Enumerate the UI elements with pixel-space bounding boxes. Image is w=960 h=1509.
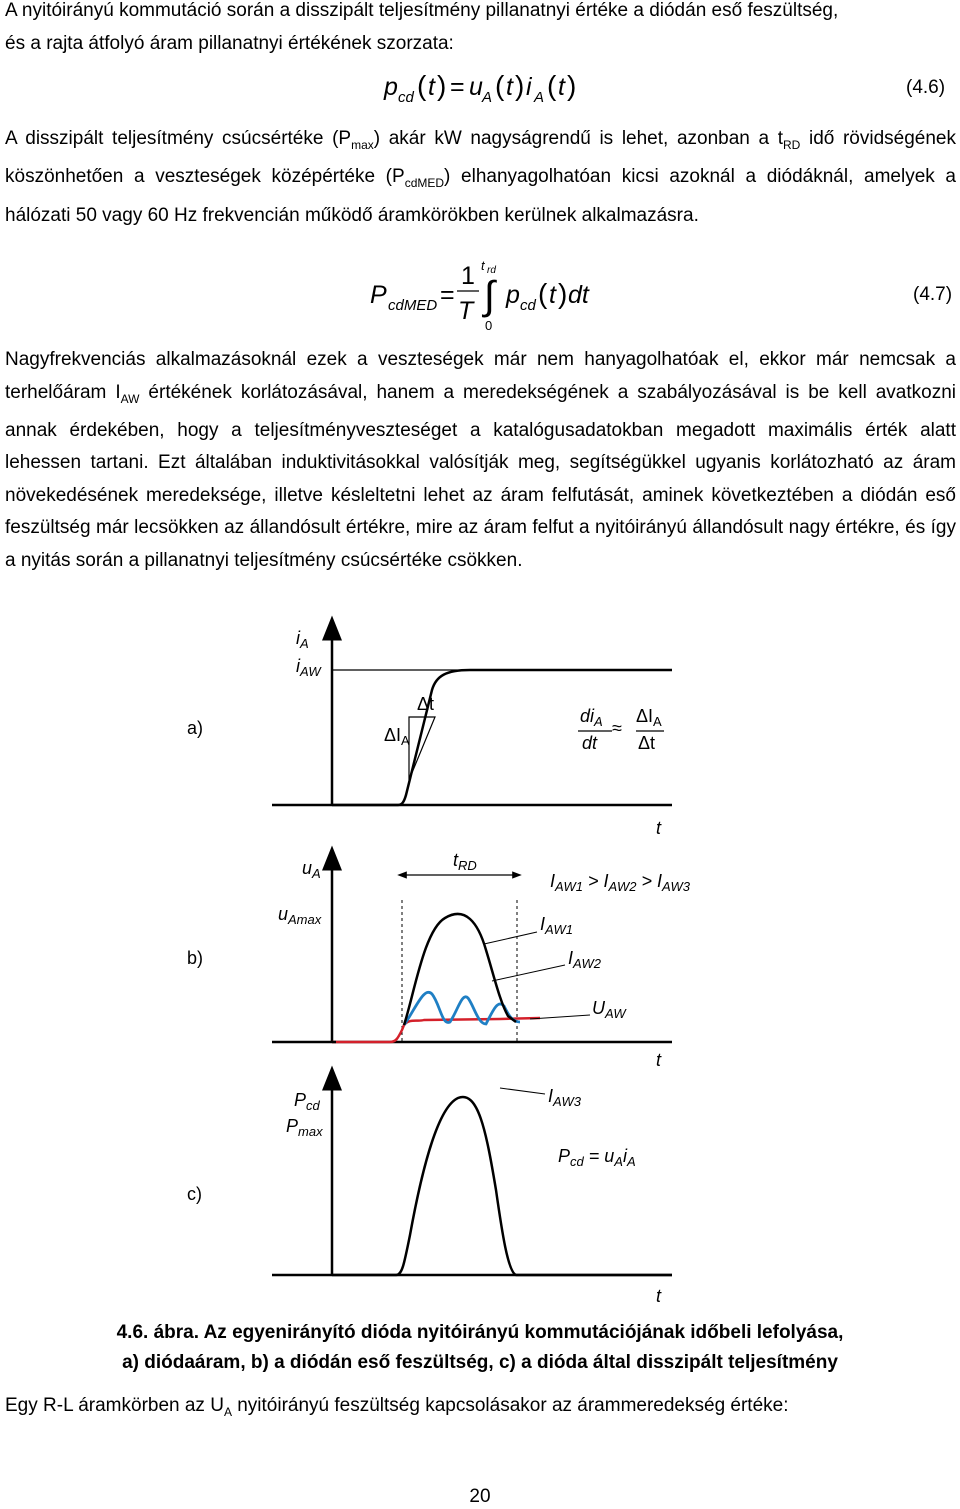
paragraph-3: Nagyfrekvenciás alkalmazásoknál ezek a veszteségek már nem hanyagolhatóak el, ekkor már nemcsak a terhelőáram $I_{AW}$ értékének korlátozásával, hanem a meredekségének a szabályozásával is be kell avatkozni annak érdekében, hogy a teljesítményveszteséget a katalógusadatokban megadott maximális érték alatt lehessen tartani. Ezt általában induktivitásokkal valósítják meg, segítségükkel ugyanis korlátozható az áram növekedésének meredeksége, illetve késleltetni lehet az áram felfutását, aminek következtében a diódán eső feszültség már lecsökken az állandósult értékre, mire az áram felfut a nyitóirányú állandósult nagy értékre, és így a nyitás során a pillanatnyi teljesítmény csúcsértéke csökken. [5,349,956,571]
panel-c-pcd-label: $P_{cd}$ [294,1090,320,1113]
svg-text:p: p [384,73,398,101]
svg-text:): ) [437,70,447,101]
svg-text:): ) [515,70,525,101]
panel-b-ordering: $I_{AW1} > I_{AW2} > I_{AW3}$ [550,871,690,894]
panel-b-ua-label: $u_A$ [302,858,321,881]
panel-c-t-axis: t [656,1286,662,1306]
panel-b-label: b) [187,948,204,968]
panel-a-approx: ≈ [612,718,622,738]
svg-text:(: ( [495,70,505,101]
equation-4-7-formula [0,256,960,336]
panel-b-uamax-label: $u_{Amax}$ [278,904,322,927]
panel-b-trd-label: $t_{RD}$ [453,850,477,873]
caption-line-2: a) diódaáram, b) a diódán eső feszültség, c) a dióda által disszipált teljesítmény [122,1352,838,1373]
svg-text:t: t [558,73,565,101]
svg-text:t: t [428,73,435,101]
svg-text:1: 1 [461,262,475,290]
panel-b-t-axis: t [656,1050,662,1070]
panel-b-iaw1-label: $I_{AW1}$ [540,914,573,937]
paragraph-2: A disszipált teljesítmény csúcsértéke $(P_{max})$ akár kW nagyságrendű is lehet, azonban a $t_{RD}$ idő rövidségének köszönhetően a veszteségek középértéke $(P_{cdMED})$ elhanyagolhatóan kicsi azoknál a diódáknál, amelyek a hálózati 50 vagy 60 Hz frekvencián működő áramkörökben kerülnek alkalmazásra. [5,128,956,226]
panel-a-iaw-label: $i_{AW}$ [296,656,321,679]
panel-a-label: a) [187,718,204,738]
svg-text:cdMED: cdMED [388,297,438,314]
svg-text:cd: cd [398,89,414,106]
figure-caption [0,1318,960,1378]
svg-text:t: t [481,258,485,273]
svg-text:T: T [458,297,474,325]
svg-text:t: t [549,281,556,309]
panel-b-red-curve [332,1018,540,1042]
svg-text:u: u [469,73,483,101]
svg-text:): ) [567,70,577,101]
panel-a-di-label: $di_A$ [580,706,603,729]
svg-text:A: A [534,89,545,106]
paragraph-1-line-2: és a rajta átfolyó áram pillanatnyi értékének szorzata: [5,33,454,54]
panel-b-black-curve [404,914,516,1025]
equation-4-6-number: (4.6) [906,77,946,98]
svg-text:t: t [506,73,513,101]
panel-b-uaw-label: $U_{AW}$ [592,998,626,1021]
svg-text:A: A [482,89,493,106]
panel-b-iaw3-label: $I_{AW3}$ [548,1086,581,1109]
equation-4-7-number: (4.7) [913,284,953,305]
figure-4-6 [0,610,960,1310]
panel-a-t-axis: t [656,818,662,838]
svg-text:rd: rd [487,265,496,276]
paragraph-1-line-1: A nyitóirányú kommutáció során a disszipált teljesítmény pillanatnyi értéke a diódán eső feszültség, [5,0,839,21]
svg-text:(: ( [547,70,557,101]
svg-text:): ) [558,278,568,309]
panel-c-power-curve [332,1097,672,1275]
svg-text:p: p [506,281,520,309]
panel-a-delta-t-ratio: Δt [638,733,656,753]
svg-text:P: P [370,281,387,309]
svg-text:∫: ∫ [484,274,495,318]
svg-text:cd: cd [520,297,536,314]
paragraph-4: Egy R-L áramkörben az $U_A$ nyitóirányú feszültség kapcsolásakor az árammeredekség értéke: [5,1395,789,1419]
panel-c-pmax-label: $P_{max}$ [286,1116,323,1139]
panel-a-delta-t: Δt [417,694,435,714]
panel-b-iaw2-label: $I_{AW2}$ [568,948,601,971]
caption-line-1: 4.6. ábra. Az egyenirányító dióda nyitóirányú kommutációjának időbeli lefolyása, [116,1322,844,1343]
svg-text:=: = [450,73,465,101]
panel-a-ia-label: $i_A$ [296,628,309,651]
panel-a-delta-i: $\Delta I_A$ [384,725,410,748]
panel-c-label: c) [187,1184,202,1204]
svg-text:dt: dt [568,281,589,309]
panel-c-pcd-equation: $P_{cd} = u_Ai_A$ [558,1146,636,1169]
panel-a-dt-label: dt [582,733,598,753]
svg-text:i: i [526,73,532,101]
page-number: 20 [469,1486,491,1507]
panel-a-delta-i-ratio: $\Delta I_A$ [636,706,662,729]
svg-text:(: ( [538,278,548,309]
svg-text:=: = [440,281,455,309]
svg-text:0: 0 [485,318,493,333]
svg-text:(: ( [417,70,427,101]
equation-4-6-formula [0,62,960,112]
